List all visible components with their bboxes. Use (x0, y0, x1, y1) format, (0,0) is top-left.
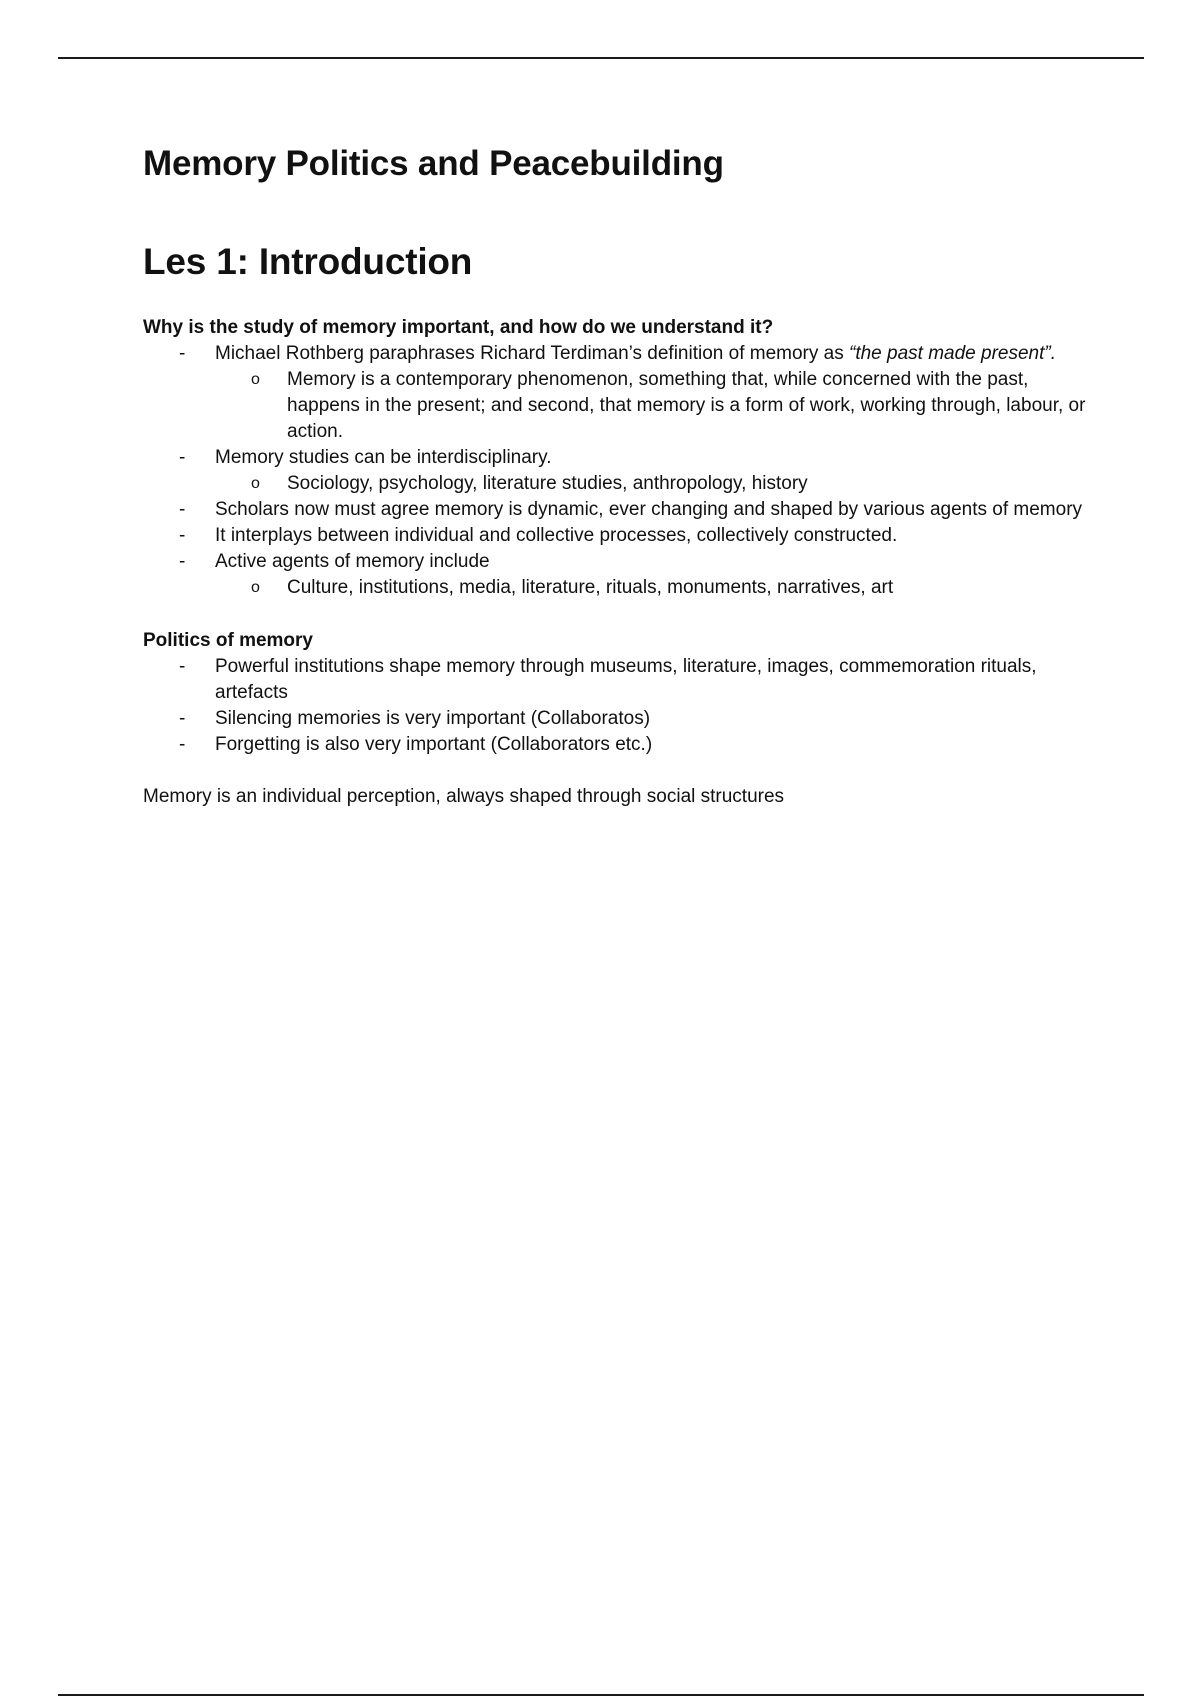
circle-bullet: o (251, 579, 260, 596)
document-body (143, 140, 1103, 810)
politics-of-memory-list (143, 654, 1103, 758)
section-heading-memory-study: Why is the study of memory important, and how do we understand it? (143, 317, 774, 338)
list-item (143, 706, 1103, 732)
dash-bullet: - (179, 525, 186, 546)
circle-bullet: o (251, 371, 260, 388)
dash-bullet: - (179, 343, 186, 364)
dash-bullet: - (179, 734, 186, 755)
list-item (143, 732, 1103, 758)
closing-paragraph: Memory is an individual perception, always shaped through social structures (143, 786, 785, 807)
list-item (143, 445, 1103, 497)
section-heading-politics-of-memory: Politics of memory (143, 630, 313, 651)
list-item (143, 523, 1103, 549)
circle-bullet: o (251, 475, 260, 492)
document-title: Memory Politics and Peacebuilding (143, 144, 724, 183)
sub-list-item-text: Culture, institutions, media, literature, rituals, monuments, narratives, art (287, 577, 894, 598)
list-item-text: Silencing memories is very important (Collaboratos) (215, 708, 651, 729)
sub-list (215, 367, 1103, 445)
list-item-text: Forgetting is also very important (Collaborators etc.) (215, 734, 653, 755)
list-item-text: It interplays between individual and collective processes, collectively constructed. (215, 525, 898, 546)
sub-list-item-text: Memory is a contemporary phenomenon, something that, while concerned with the past, happens in the present; and second, that memory is a form of work, working through, labour, or action. (287, 369, 1086, 442)
list-item (143, 549, 1103, 601)
dash-bullet: - (179, 499, 186, 520)
list-item-text: Powerful institutions shape memory through museums, literature, images, commemoration rituals, artefacts (215, 656, 1037, 703)
list-item (143, 654, 1103, 706)
sub-list-item-text: Sociology, psychology, literature studies, anthropology, history (287, 473, 808, 494)
list-item-text: Memory studies can be interdisciplinary. (215, 447, 552, 468)
footer-rule (58, 1694, 1144, 1696)
sub-list (215, 471, 1103, 497)
quote-text: “the past made present”. (849, 343, 1056, 364)
header-rule (58, 57, 1144, 59)
dash-bullet: - (179, 447, 186, 468)
list-item-text: Michael Rothberg paraphrases Richard Terdiman’s definition of memory as (215, 343, 849, 364)
dash-bullet: - (179, 708, 186, 729)
list-item-text: Scholars now must agree memory is dynamic, ever changing and shaped by various agents of memory (215, 499, 1083, 520)
sub-list-item (215, 367, 1103, 445)
memory-study-list (143, 341, 1103, 601)
dash-bullet: - (179, 656, 186, 677)
dash-bullet: - (179, 551, 186, 572)
list-item-text: Active agents of memory include (215, 551, 490, 572)
sub-list (215, 575, 1103, 601)
list-item (143, 341, 1103, 445)
list-item (143, 497, 1103, 523)
sub-list-item (215, 471, 1103, 497)
sub-list-item (215, 575, 1103, 601)
lesson-title: Les 1: Introduction (143, 241, 473, 282)
